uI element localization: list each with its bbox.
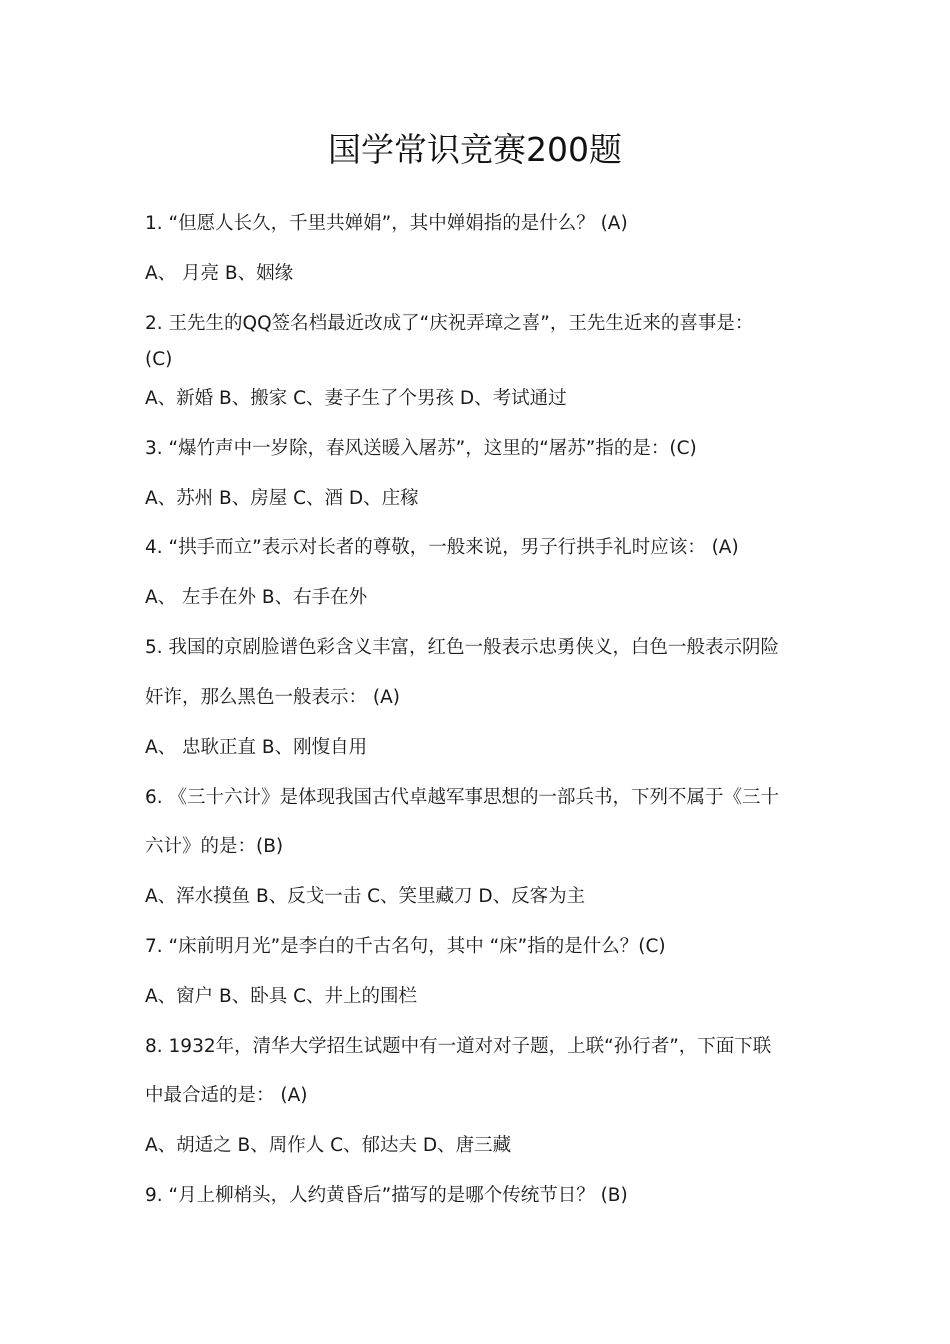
question-8: 8. 1932年，清华大学招生试题中有一道对对子题，上联“孙行者”，下面下联 xyxy=(145,1036,772,1057)
question-1: 1. “但愿人长久，千里共婵娟”，其中婵娟指的是什么？ (A) xyxy=(145,213,628,234)
question-2: 2. 王先生的QQ签名档最近改成了“庆祝弄璋之喜”，王先生近来的喜事是： xyxy=(145,313,754,334)
question-4: 4. “拱手而立”表示对长者的尊敬，一般来说，男子行拱手礼时应该： (A) xyxy=(145,537,739,558)
question-5-cont: 奸诈，那么黑色一般表示： (A) xyxy=(145,687,400,708)
options-7: A、窗户 B、卧具 C、井上的围栏 xyxy=(145,986,418,1007)
options-8: A、胡适之 B、周作人 C、郁达夫 D、唐三藏 xyxy=(145,1135,512,1156)
options-1: A、 月亮 B、姻缘 xyxy=(145,263,294,284)
question-6-cont: 六计》的是：(B) xyxy=(145,836,284,857)
options-5: A、 忠耿正直 B、刚愎自用 xyxy=(145,737,368,758)
question-2-answer: (C) xyxy=(145,349,173,370)
options-6: A、浑水摸鱼 B、反戈一击 C、笑里藏刀 D、反客为主 xyxy=(145,886,586,907)
question-7: 7. “床前明月光”是李白的千古名句，其中 “床”指的是什么？(C) xyxy=(145,936,666,957)
question-6: 6. 《三十六计》是体现我国古代卓越军事思想的一部兵书，下列不属于《三十 xyxy=(145,787,780,808)
options-4: A、 左手在外 B、右手在外 xyxy=(145,587,368,608)
document-title: 国学常识竞赛200题 xyxy=(328,130,622,169)
question-9: 9. “月上柳梢头，人约黄昏后”描写的是哪个传统节日？ (B) xyxy=(145,1185,628,1206)
question-3: 3. “爆竹声中一岁除，春风送暖入屠苏”，这里的“屠苏”指的是：(C) xyxy=(145,438,697,459)
question-8-cont: 中最合适的是： (A) xyxy=(145,1085,308,1106)
question-5: 5. 我国的京剧脸谱色彩含义丰富，红色一般表示忠勇侠义，白色一般表示阴险 xyxy=(145,637,780,658)
options-3: A、苏州 B、房屋 C、酒 D、庄稼 xyxy=(145,488,419,509)
options-2: A、新婚 B、搬家 C、妻子生了个男孩 D、考试通过 xyxy=(145,388,567,409)
